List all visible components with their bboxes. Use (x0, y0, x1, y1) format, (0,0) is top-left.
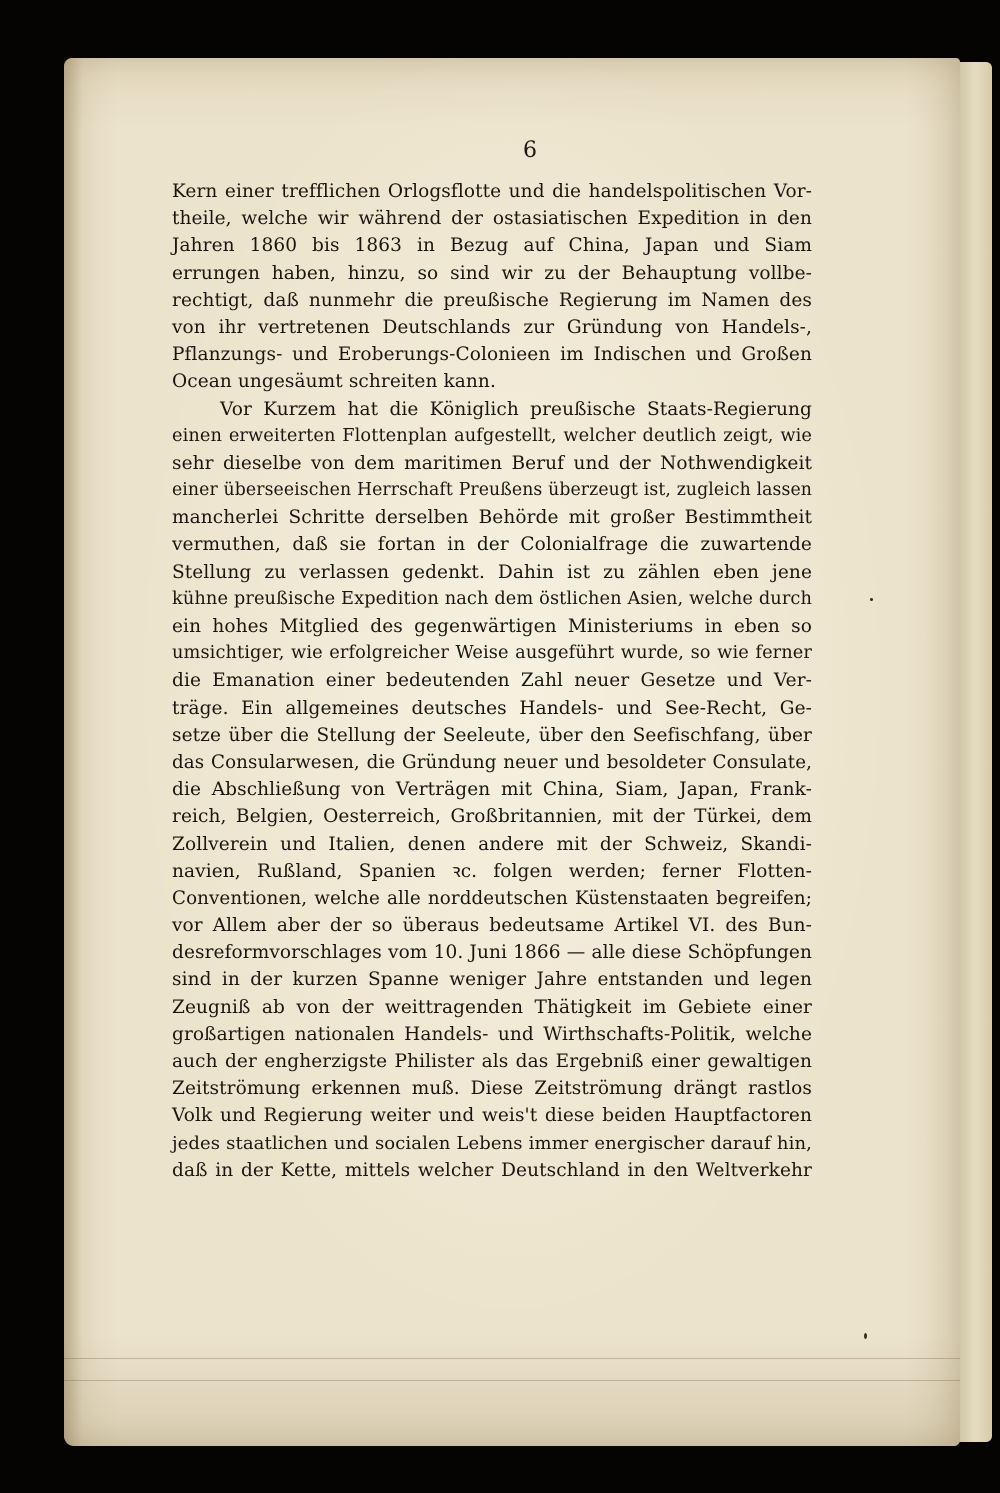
text-line: die Emanation einer bedeutenden Zahl neuer Gesetze und Ver- (172, 670, 812, 692)
text-line: desreformvorschlages vom 10. Juni 1866 — alle diese Schöpfungen (172, 942, 812, 964)
text-line: ein hohes Mitglied des gegenwärtigen Ministeriums in eben so (172, 616, 812, 637)
back-sheet-edge (958, 62, 992, 1442)
text-line: großartigen nationalen Handels- und Wirthschafts-Politik, welche (172, 1023, 812, 1045)
text-line: Pflanzungs- und Eroberungs-Colonieen im Indischen und Großen (172, 344, 812, 366)
text-line: sehr dieselbe von dem maritimen Beruf und der Nothwendigkeit (172, 452, 812, 474)
text-line: umsichtiger, wie erfolgreicher Weise ausgeführt wurde, so wie ferner (172, 643, 812, 664)
text-line: kühne preußische Expedition nach dem östlichen Asien, welche durch (172, 588, 812, 609)
text-line: Stellung zu verlassen gedenkt. Dahin ist zu zählen eben jene (172, 561, 812, 583)
spine-shadow (64, 58, 82, 1446)
text-line: Kern einer trefflichen Orlogsflotte und die handelspolitischen Vor- (172, 181, 812, 202)
text-line: daß in der Kette, mittels welcher Deutschland in den Weltverkehr (172, 1159, 812, 1181)
text-line: mancherlei Schritte derselben Behörde mit großer Bestimmtheit (172, 507, 812, 529)
page-edge-line (64, 1358, 960, 1359)
text-line: Ocean ungesäumt schreiten kann. (172, 371, 496, 393)
paragraph-first-line: Vor Kurzem hat die Königlich preußische Staats-Regierung (220, 398, 812, 420)
paper-speck (870, 598, 873, 601)
text-line: Zeitströmung erkennen muß. Diese Zeitströmung drängt rastlos (172, 1078, 812, 1100)
paper-speck (864, 1333, 867, 1339)
text-line: reich, Belgien, Oesterreich, Großbritannien, mit der Türkei, dem (172, 806, 812, 828)
body-text (172, 178, 812, 1184)
text-line: von ihr vertretenen Deutschlands zur Gründung von Handels-, (172, 316, 812, 338)
text-line: das Consularwesen, die Gründung neuer und besoldeter Consulate, (172, 751, 812, 773)
text-line: Volk und Regierung weiter und weis't diese beiden Hauptfactoren (172, 1105, 812, 1127)
text-line: navien, Rußland, Spanien ꝛc. folgen werden; ferner Flotten- (172, 860, 812, 882)
text-line: Jahren 1860 bis 1863 in Bezug auf China, Japan und Siam (172, 235, 812, 257)
page-number: 6 (523, 138, 537, 163)
text-line: auch der engherzigste Philister als das Ergebniß einer gewaltigen (172, 1051, 812, 1072)
text-line: träge. Ein allgemeines deutsches Handels- und See-Recht, Ge- (172, 697, 812, 719)
text-line: Zollverein und Italien, denen andere mit der Schweiz, Skandi- (172, 833, 812, 855)
text-line: theile, welche wir während der ostasiatischen Expedition in den (172, 208, 812, 230)
text-line: vor Allem aber der so überaus bedeutsame Artikel VI. des Bun- (172, 915, 812, 937)
text-line: Conventionen, welche alle norddeutschen Küstenstaaten begreifen; (172, 887, 812, 909)
text-line: jedes staatlichen und socialen Lebens immer energischer darauf hin, (172, 1132, 812, 1154)
text-line: rechtigt, daß nunmehr die preußische Regierung im Namen des (172, 289, 812, 311)
text-line: einen erweiterten Flottenplan aufgestellt, welcher deutlich zeigt, wie (172, 425, 812, 446)
text-line: sind in der kurzen Spanne weniger Jahre entstanden und legen (172, 969, 812, 991)
text-line: die Abschließung von Verträgen mit China, Siam, Japan, Frank- (172, 779, 812, 801)
text-line: setze über die Stellung der Seeleute, über den Seefischfang, über (172, 724, 812, 746)
page-edge-line (64, 1380, 960, 1381)
text-line: einer überseeischen Herrschaft Preußens überzeugt ist, zugleich lassen (172, 480, 812, 501)
text-line: Zeugniß ab von der weittragenden Thätigkeit im Gebiete einer (172, 996, 812, 1018)
text-line: errungen haben, hinzu, so sind wir zu der Behauptung vollbe- (172, 262, 812, 284)
text-line: vermuthen, daß sie fortan in der Colonialfrage die zuwartende (172, 534, 812, 556)
